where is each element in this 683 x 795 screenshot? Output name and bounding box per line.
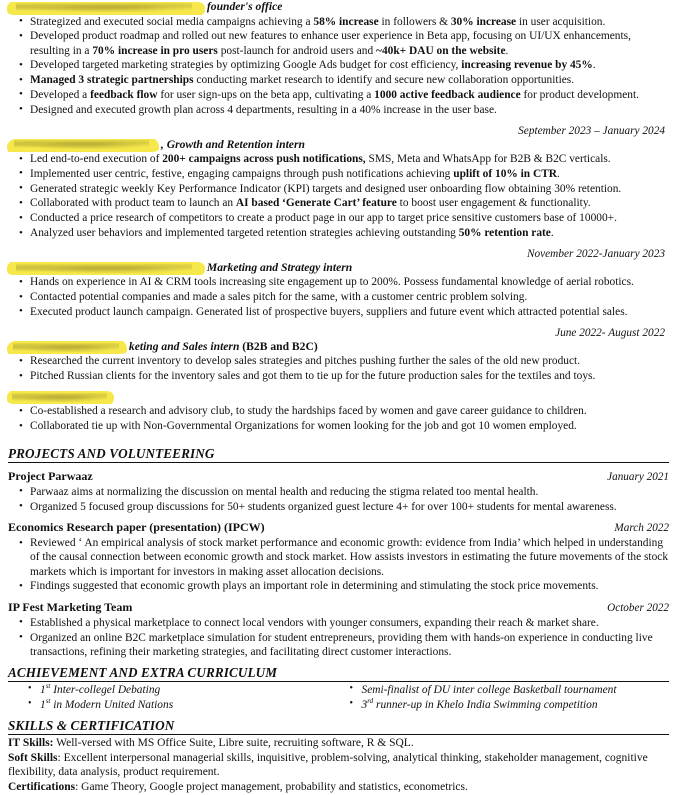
experience-role: , Growth and Retention intern [160, 137, 305, 151]
project-date: March 2022 [614, 522, 669, 535]
bullet-item: • Contacted potential companies and made a sales pitch for the same, with a customer centric problem solving. [8, 290, 669, 304]
achievements-section [8, 665, 669, 712]
experience-entry [8, 0, 669, 124]
experience-entry [8, 247, 669, 326]
achievements-column-left [26, 683, 348, 712]
bullet-item: • Collaborated tie up with Non-Governmental Organizations for women looking for the job and got 10 women employed. [8, 419, 669, 433]
bullet-item: • Generated strategic weekly Key Performance Indicator (KPI) targets and designed user onboarding flow obtaining 30% retention. [8, 182, 669, 196]
projects-section [8, 446, 669, 659]
project-bullets [8, 616, 669, 659]
experience-entry [8, 124, 669, 247]
project-date: October 2022 [607, 601, 669, 614]
skill-label: IT Skills: [8, 737, 54, 750]
bullet-item: • Analyzed user behaviors and implemented targeted retention strategies achieving outstanding 50% retention rate. [8, 226, 669, 240]
bullet-item: • Executed product launch campaign. Generated list of prospective buyers, suppliers and future event which attracted potential sales. [8, 305, 669, 319]
experience-title-row [8, 261, 669, 276]
bullet-item: • Conducted a price research of competitors to create a product page in our app to target price sensitive customers base of 10000+. [8, 211, 669, 225]
bold-run: feedback flow [90, 88, 158, 101]
skills-section-title: SKILLS & CERTIFICATION [8, 718, 175, 734]
skill-label: Certifications [8, 781, 76, 794]
skill-line [8, 736, 669, 751]
bullet-item: • Parwaaz aims at normalizing the discussion on mental health and reducing the stigma related too mental health. [8, 485, 669, 499]
bold-run: increasing revenue by 45% [461, 59, 593, 72]
project-header [8, 519, 669, 536]
experience-role-tail: (B2B and B2C) [239, 339, 318, 353]
bullet-item: • Collaborated with product team to launch an AI based ‘Generate Cart’ feature to boost user engagement & functionality. [8, 196, 669, 210]
achievement-item: • 1st Inter-collegel Debating [26, 683, 348, 698]
experience-role: keting and Sales intern [128, 339, 240, 353]
bullet-item: • Established a physical marketplace to connect local vendors with younger consumers, expanding their reach & market share. [8, 616, 669, 630]
bullet-item: • Developed targeted marketing strategies by optimizing Google Ads budget for cost efficiency, increasing revenue by 45%. [8, 58, 669, 72]
skill-value: : Game Theory, Google project management, probability and statistics, econometrics. [75, 781, 468, 794]
bullet-item: • Reviewed ‘ An empirical analysis of stock market performance and economic growth: evidence from India’ which helped in understanding of the causal connection between economic growth and stock market. How assists investors in estimating the future movements of the stock markets which is important for investors in making asset allocation decisions. [8, 536, 669, 579]
experience-entry [8, 326, 669, 390]
redacted-company-name [8, 2, 204, 15]
experience-role: founder's office [206, 0, 283, 13]
bold-run: AI based ‘Generate Cart’ feature [235, 197, 397, 210]
project-name: Economics Research paper (presentation) (IPCW) [8, 520, 265, 535]
bullet-item: • Pitched Russian clients for the inventory sales and got them to tie up for the future production sales for the textiles and toys. [8, 369, 669, 383]
experience-date: June 2022- August 2022 [555, 326, 665, 339]
redacted-company-name [8, 391, 113, 404]
experience-bullets [8, 15, 669, 118]
achievement-item: • 1st in Modern United Nations [26, 698, 348, 713]
project-name: IP Fest Marketing Team [8, 599, 133, 614]
project-bullets [8, 536, 669, 594]
experience-bullets [8, 404, 669, 433]
achievements-section-title: ACHIEVEMENT AND EXTRA CURRICULUM [8, 665, 278, 681]
achievements-column-right [348, 683, 670, 712]
section-divider [8, 462, 669, 463]
project-header [8, 468, 669, 485]
ordinal-suffix: rd [367, 696, 374, 705]
project-date: January 2021 [607, 470, 669, 483]
bold-run: 50% retention rate [458, 227, 551, 240]
project-name: Project Parwaaz [8, 468, 93, 483]
experience-title-row [8, 138, 669, 153]
experience-bullets [8, 152, 669, 240]
spacer [8, 434, 669, 440]
bold-run: uplift of 10% in CTR [453, 167, 558, 180]
skill-label: Soft Skills [8, 751, 58, 764]
skill-line [8, 780, 669, 795]
achievement-item: • Semi-finalist of DU inter college Basketball tournament [348, 683, 670, 698]
bullet-item: • Hands on experience in AI & CRM tools increasing site engagement up to 200%. Possess fundamental knowledge of aerial robotics. [8, 275, 669, 289]
achievement-item: • 3rd runner-up in Khelo India Swimming competition [348, 698, 670, 713]
ordinal-suffix: st [45, 696, 51, 705]
bullet-item: • Designed and executed growth plan across 4 departments, resulting in a 40% increase in the user base. [8, 103, 669, 117]
skill-line [8, 751, 669, 780]
experience-role: Marketing and Strategy intern [206, 260, 353, 274]
experience-title-row [8, 0, 669, 15]
section-divider [8, 681, 669, 682]
skill-value: : Excellent interpersonal managerial skills, inquisitive, problem-solving, analytical thinking, stakeholder management, cognitive flexibility, data analysis, product requirement. [8, 751, 648, 779]
bold-run: 1000 active feedback audience [374, 88, 521, 101]
redacted-company-name [8, 139, 158, 152]
bold-run: 58% increase [313, 15, 379, 28]
projects-list [8, 468, 669, 659]
experience-title-row [8, 340, 669, 355]
bullet-item: • Co-established a research and advisory club, to study the hardships faced by women and gave career guidance to children. [8, 404, 669, 418]
achievement-list [26, 683, 348, 712]
experience-date: November 2022-January 2023 [526, 247, 665, 260]
redacted-company-name [8, 262, 204, 275]
bullet-item: • Led end-to-end execution of 200+ campaigns across push notifications, SMS, Meta and WhatsApp for B2B & B2C verticals. [8, 152, 669, 166]
experience-bullets [8, 354, 669, 383]
bullet-item: • Developed product roadmap and rolled out new features to enhance user experience in Beta app, focusing on UI/UX enhancements, resulting in a 70% increase in pro users post-launch for android users and ~40k+ DAU on the website. [8, 29, 669, 58]
bold-run: 70% increase in pro users [92, 44, 218, 57]
experience-entry [8, 390, 669, 440]
experience-title-row [8, 390, 669, 405]
section-divider [8, 734, 669, 735]
experience-date: September 2023 – January 2024 [518, 124, 665, 137]
bold-run: 200+ campaigns across push notifications, [162, 153, 366, 166]
bold-run: Managed 3 strategic partnerships [30, 74, 194, 87]
bullet-item: • Developed a feedback flow for user sign-ups on the beta app, cultivating a 1000 active feedback audience for product development. [8, 88, 669, 102]
skills-list [8, 736, 669, 794]
achievement-list [348, 683, 670, 712]
project-bullets [8, 485, 669, 514]
ordinal-suffix: st [45, 682, 51, 691]
bullet-item: • Findings suggested that economic growth plays an important role in determining and stimulating the stock price movements. [8, 579, 669, 593]
bullet-item: • Researched the current inventory to develop sales strategies and pitches pushing further the sales of the old new product. [8, 354, 669, 368]
bullet-item: • Implemented user centric, festive, engaging campaigns through push notifications achieving uplift of 10% in CTR. [8, 167, 669, 181]
experience-bullets [8, 275, 669, 319]
projects-section-title: PROJECTS AND VOLUNTEERING [8, 445, 215, 461]
skill-value: Well-versed with MS Office Suite, Libre suite, recruiting software, R & SQL. [53, 737, 414, 750]
experience-section [8, 0, 669, 440]
project-header [8, 599, 669, 616]
bullet-item: • Organized 5 focused group discussions for 50+ students organized guest lecture 4+ for over 100+ students for mental awareness. [8, 500, 669, 514]
skills-section [8, 718, 669, 794]
redacted-company-name [8, 341, 126, 354]
bullet-item: • Managed 3 strategic partnerships conducting market research to identify and secure new collaboration opportunities. [8, 73, 669, 87]
bullet-item: • Strategized and executed social media campaigns achieving a 58% increase in followers & 30% increase in user acquisition. [8, 15, 669, 29]
bullet-item: • Organized an online B2C marketplace simulation for student entrepreneurs, providing them with hands-on experience in conducting live transactions, refining their marketing strategies, and facilitating direct customer interactions. [8, 631, 669, 660]
bold-run: 30% increase [450, 15, 517, 28]
bold-run: ~40k+ DAU on the website [376, 44, 506, 57]
